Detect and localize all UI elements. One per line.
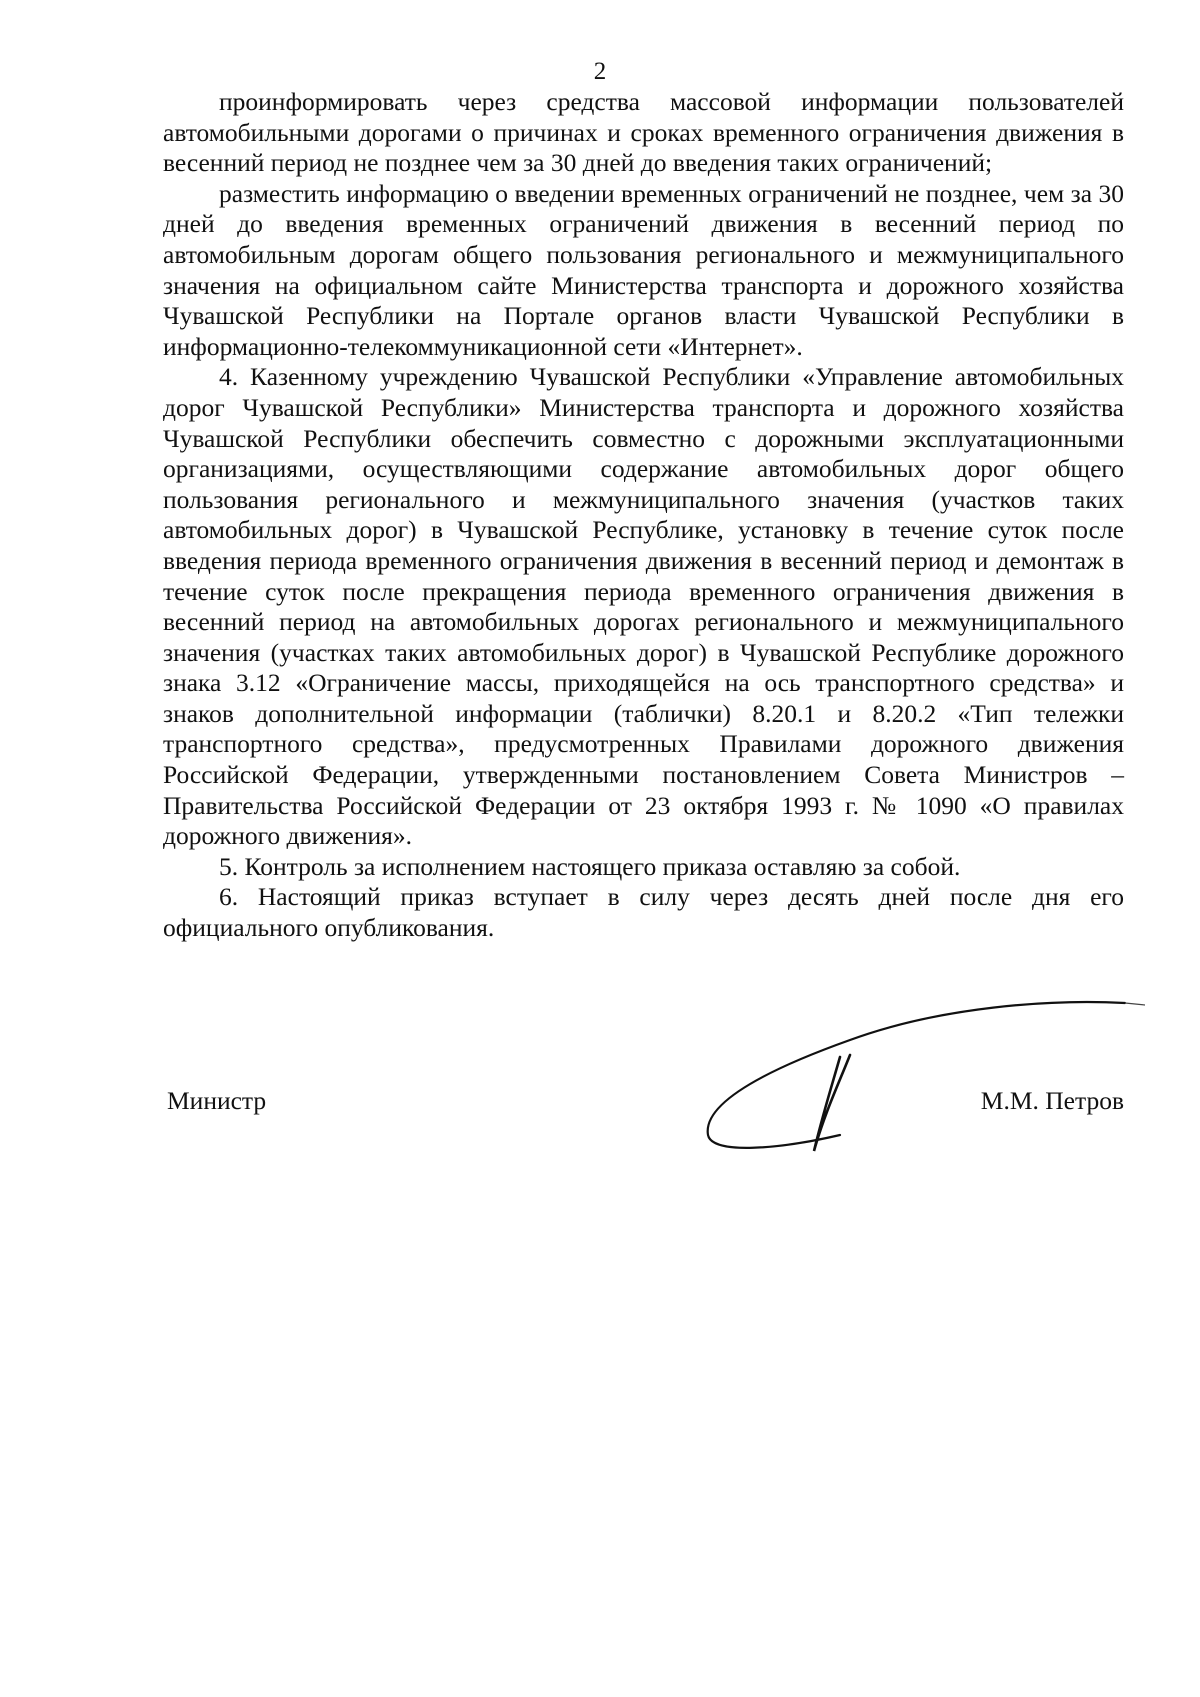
paragraph-item-5: 5. Контроль за исполнением настоящего приказа оставляю за собой. — [219, 851, 961, 881]
signatory-name: М.М. Петров — [980, 1086, 1124, 1115]
handwritten-signature — [690, 985, 1150, 1165]
paragraph-inform-media: проинформировать через средства массовой информации пользователей автомобильными дорогами о причинах и сроках временного ограничения движения в весенний период не позднее чем за 30 дней до введения таких ограничений; — [163, 87, 1124, 178]
signature-block — [163, 1086, 1124, 1126]
paragraph-publish-info: разместить информацию о введении временных ограничений не позднее, чем за 30 дней до введения временных ограничений движения в весенний период по автомобильным дорогам общего пользования регионального и межмуниципального значения на официальном сайте Министерства транспорта и дорожного хозяйства Чувашской Республики на Портале органов власти Чувашской Республики в информационно-телекоммуникационной сети «Интернет». — [163, 178, 1124, 361]
paragraph-item-6: 6. Настоящий приказ вступает в силу через десять дней после дня его официального опубликования. — [163, 882, 1124, 943]
page-number: 2 — [593, 58, 607, 85]
signatory-title: Министр — [167, 1086, 267, 1115]
paragraph-item-4: 4. Казенному учреждению Чувашской Республики «Управление автомобильных дорог Чувашской Республики» Министерства транспорта и дорожного хозяйства Чувашской Республики обеспечить совместно с дорожными эксплуатационными организациями, осуществляющими содержание автомобильных дорог общего пользования регионального и межмуниципального значения (участков таких автомобильных дорог) в Чувашской Республике, установку в течение суток после введения периода временного ограничения движения в весенний период и демонтаж в течение суток после прекращения периода временного ограничения движения в весенний период на автомобильных дорогах регионального и межмуниципального значения (участках таких автомобильных дорог) в Чувашской Республике дорожного знака 3.12 «Ограничение массы, приходящейся на ось транспортного средства» и знаков дополнительной информации (таблички) 8.20.1 и 8.20.2 «Тип тележки транспортного средства», предусмотренных Правилами дорожного движения Российской Федерации, утвержденными постановлением Совета Министров – Правительства Российской Федерации от 23 октября 1993 г. № 1090 «О правилах дорожного движения». — [163, 362, 1124, 851]
document-body — [163, 87, 1124, 944]
